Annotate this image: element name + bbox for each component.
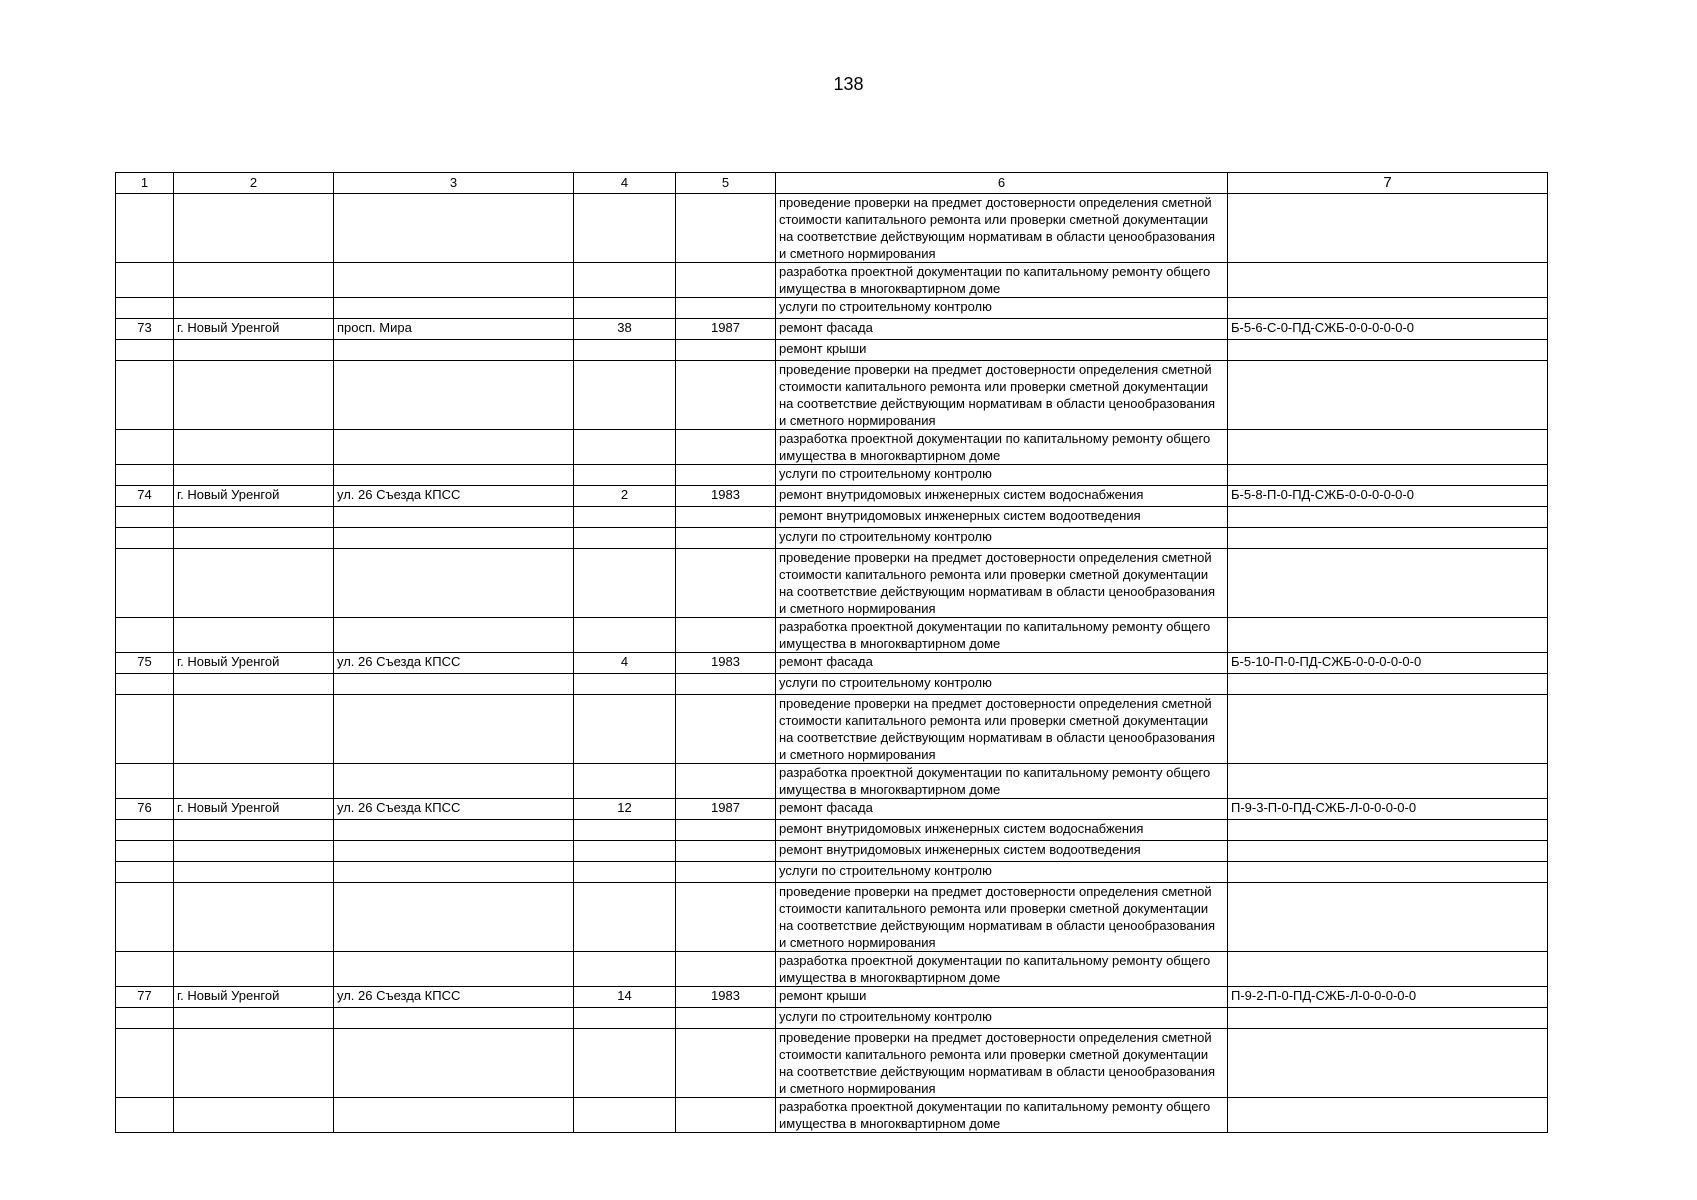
cell-year-built: [676, 1029, 776, 1098]
cell-street: [334, 430, 574, 465]
cell-work-type: ремонт фасада: [776, 653, 1228, 674]
cell-row-number: [116, 952, 174, 987]
cell-street: [334, 764, 574, 799]
cell-year-built: [676, 674, 776, 695]
cell-city: [174, 430, 334, 465]
cell-building-code: [1228, 430, 1548, 465]
cell-building-code: [1228, 883, 1548, 952]
table-row: [116, 465, 1548, 486]
cell-city: [174, 695, 334, 764]
cell-house-number: [574, 340, 676, 361]
cell-city: [174, 361, 334, 430]
cell-year-built: 1983: [676, 486, 776, 507]
cell-house-number: [574, 695, 676, 764]
cell-year-built: [676, 695, 776, 764]
cell-street: [334, 674, 574, 695]
cell-row-number: [116, 298, 174, 319]
cell-street: ул. 26 Съезда КПСС: [334, 486, 574, 507]
cell-city: [174, 618, 334, 653]
cell-street: [334, 549, 574, 618]
cell-work-type: проведение проверки на предмет достоверности определения сметной стоимости капитального ремонта или проверки сметной документации на соответствие действующим нормативам в области ценообразования и сметного нормирования: [776, 549, 1228, 618]
cell-street: ул. 26 Съезда КПСС: [334, 987, 574, 1008]
cell-building-code: [1228, 1029, 1548, 1098]
cell-city: [174, 1008, 334, 1029]
cell-row-number: [116, 1008, 174, 1029]
cell-building-code: [1228, 862, 1548, 883]
cell-year-built: 1983: [676, 987, 776, 1008]
cell-work-type: ремонт крыши: [776, 340, 1228, 361]
cell-street: [334, 340, 574, 361]
header-cell-5: 5: [676, 173, 776, 194]
cell-year-built: [676, 952, 776, 987]
cell-year-built: [676, 340, 776, 361]
cell-row-number: [116, 430, 174, 465]
cell-year-built: [676, 361, 776, 430]
cell-street: [334, 862, 574, 883]
cell-house-number: [574, 361, 676, 430]
cell-house-number: [574, 528, 676, 549]
cell-house-number: [574, 674, 676, 695]
capital-repair-table: [115, 172, 1548, 1133]
header-cell-1: 1: [116, 173, 174, 194]
cell-city: г. Новый Уренгой: [174, 653, 334, 674]
cell-city: [174, 820, 334, 841]
cell-city: [174, 465, 334, 486]
cell-row-number: [116, 340, 174, 361]
table-row: [116, 1098, 1548, 1133]
cell-year-built: [676, 1098, 776, 1133]
table-row: [116, 319, 1548, 340]
cell-house-number: [574, 298, 676, 319]
cell-row-number: 73: [116, 319, 174, 340]
table-row: [116, 194, 1548, 263]
cell-city: [174, 862, 334, 883]
cell-work-type: ремонт внутридомовых инженерных систем водоснабжения: [776, 820, 1228, 841]
table-row: [116, 430, 1548, 465]
cell-house-number: 14: [574, 987, 676, 1008]
cell-street: [334, 528, 574, 549]
cell-street: [334, 507, 574, 528]
table-row: [116, 549, 1548, 618]
cell-city: [174, 674, 334, 695]
cell-work-type: разработка проектной документации по капитальному ремонту общего имущества в многоквартирном доме: [776, 263, 1228, 298]
cell-city: [174, 298, 334, 319]
cell-building-code: [1228, 841, 1548, 862]
cell-house-number: [574, 465, 676, 486]
cell-building-code: [1228, 361, 1548, 430]
cell-city: [174, 549, 334, 618]
cell-year-built: 1987: [676, 319, 776, 340]
cell-house-number: [574, 952, 676, 987]
cell-building-code: [1228, 820, 1548, 841]
cell-work-type: услуги по строительному контролю: [776, 298, 1228, 319]
cell-row-number: [116, 465, 174, 486]
cell-city: [174, 841, 334, 862]
cell-building-code: П-9-3-П-0-ПД-СЖБ-Л-0-0-0-0-0: [1228, 799, 1548, 820]
cell-row-number: [116, 1029, 174, 1098]
cell-work-type: ремонт внутридомовых инженерных систем водоснабжения: [776, 486, 1228, 507]
cell-year-built: [676, 764, 776, 799]
cell-row-number: [116, 862, 174, 883]
cell-work-type: услуги по строительному контролю: [776, 528, 1228, 549]
cell-house-number: [574, 883, 676, 952]
cell-house-number: [574, 764, 676, 799]
cell-building-code: [1228, 507, 1548, 528]
cell-row-number: [116, 1098, 174, 1133]
cell-building-code: Б-5-8-П-0-ПД-СЖБ-0-0-0-0-0-0: [1228, 486, 1548, 507]
cell-year-built: [676, 883, 776, 952]
cell-row-number: [116, 820, 174, 841]
cell-year-built: [676, 263, 776, 298]
cell-building-code: [1228, 1098, 1548, 1133]
cell-street: [334, 841, 574, 862]
cell-city: г. Новый Уренгой: [174, 799, 334, 820]
table-row: [116, 695, 1548, 764]
header-cell-2: 2: [174, 173, 334, 194]
cell-street: [334, 820, 574, 841]
table-row: [116, 1029, 1548, 1098]
cell-year-built: [676, 507, 776, 528]
cell-work-type: проведение проверки на предмет достоверности определения сметной стоимости капитального ремонта или проверки сметной документации на соответствие действующим нормативам в области ценообразования и сметного нормирования: [776, 695, 1228, 764]
cell-building-code: Б-5-6-С-0-ПД-СЖБ-0-0-0-0-0-0: [1228, 319, 1548, 340]
cell-house-number: [574, 862, 676, 883]
cell-building-code: [1228, 764, 1548, 799]
cell-row-number: [116, 618, 174, 653]
cell-row-number: [116, 263, 174, 298]
cell-year-built: [676, 298, 776, 319]
table-row: [116, 883, 1548, 952]
table-row: [116, 862, 1548, 883]
cell-house-number: [574, 263, 676, 298]
cell-building-code: [1228, 263, 1548, 298]
table-row: [116, 507, 1548, 528]
cell-building-code: [1228, 340, 1548, 361]
cell-year-built: [676, 820, 776, 841]
table-row: [116, 799, 1548, 820]
cell-row-number: 76: [116, 799, 174, 820]
cell-building-code: [1228, 618, 1548, 653]
cell-row-number: [116, 674, 174, 695]
table-row: [116, 1008, 1548, 1029]
cell-street: ул. 26 Съезда КПСС: [334, 799, 574, 820]
cell-house-number: 38: [574, 319, 676, 340]
cell-house-number: [574, 507, 676, 528]
table-row: [116, 820, 1548, 841]
table-row: [116, 618, 1548, 653]
cell-street: [334, 263, 574, 298]
cell-work-type: разработка проектной документации по капитальному ремонту общего имущества в многоквартирном доме: [776, 1098, 1228, 1133]
cell-year-built: [676, 465, 776, 486]
cell-house-number: 2: [574, 486, 676, 507]
cell-work-type: проведение проверки на предмет достоверности определения сметной стоимости капитального ремонта или проверки сметной документации на соответствие действующим нормативам в области ценообразования и сметного нормирования: [776, 194, 1228, 263]
table-row: [116, 361, 1548, 430]
cell-row-number: [116, 361, 174, 430]
table-body: [116, 194, 1548, 1133]
cell-year-built: [676, 194, 776, 263]
cell-year-built: [676, 528, 776, 549]
cell-city: г. Новый Уренгой: [174, 987, 334, 1008]
cell-building-code: [1228, 549, 1548, 618]
cell-work-type: услуги по строительному контролю: [776, 674, 1228, 695]
cell-work-type: разработка проектной документации по капитальному ремонту общего имущества в многоквартирном доме: [776, 764, 1228, 799]
table-row: [116, 987, 1548, 1008]
cell-street: [334, 298, 574, 319]
cell-street: [334, 361, 574, 430]
header-cell-6: 6: [776, 173, 1228, 194]
cell-work-type: проведение проверки на предмет достоверности определения сметной стоимости капитального ремонта или проверки сметной документации на соответствие действующим нормативам в области ценообразования и сметного нормирования: [776, 361, 1228, 430]
header-cell-4: 4: [574, 173, 676, 194]
cell-house-number: [574, 549, 676, 618]
cell-year-built: [676, 430, 776, 465]
cell-house-number: [574, 618, 676, 653]
cell-building-code: [1228, 1008, 1548, 1029]
cell-street: [334, 194, 574, 263]
cell-building-code: [1228, 465, 1548, 486]
cell-row-number: 75: [116, 653, 174, 674]
table-row: [116, 528, 1548, 549]
cell-street: [334, 1008, 574, 1029]
cell-work-type: ремонт фасада: [776, 319, 1228, 340]
cell-house-number: [574, 1098, 676, 1133]
cell-street: [334, 465, 574, 486]
cell-work-type: проведение проверки на предмет достоверности определения сметной стоимости капитального ремонта или проверки сметной документации на соответствие действующим нормативам в области ценообразования и сметного нормирования: [776, 883, 1228, 952]
table-row: [116, 298, 1548, 319]
cell-building-code: [1228, 298, 1548, 319]
cell-building-code: Б-5-10-П-0-ПД-СЖБ-0-0-0-0-0-0: [1228, 653, 1548, 674]
cell-city: г. Новый Уренгой: [174, 319, 334, 340]
cell-year-built: [676, 862, 776, 883]
cell-work-type: услуги по строительному контролю: [776, 1008, 1228, 1029]
cell-city: [174, 764, 334, 799]
cell-house-number: [574, 1029, 676, 1098]
cell-house-number: [574, 194, 676, 263]
cell-work-type: разработка проектной документации по капитальному ремонту общего имущества в многоквартирном доме: [776, 952, 1228, 987]
cell-city: [174, 507, 334, 528]
cell-row-number: 74: [116, 486, 174, 507]
cell-row-number: [116, 764, 174, 799]
cell-city: [174, 340, 334, 361]
header-row: [116, 173, 1548, 194]
cell-year-built: [676, 1008, 776, 1029]
cell-year-built: 1983: [676, 653, 776, 674]
cell-row-number: [116, 883, 174, 952]
cell-row-number: [116, 841, 174, 862]
cell-row-number: [116, 507, 174, 528]
table-row: [116, 653, 1548, 674]
cell-work-type: ремонт внутридомовых инженерных систем водоотведения: [776, 507, 1228, 528]
page-number: 138: [833, 74, 864, 94]
cell-house-number: [574, 820, 676, 841]
cell-year-built: 1987: [676, 799, 776, 820]
cell-building-code: П-9-2-П-0-ПД-СЖБ-Л-0-0-0-0-0: [1228, 987, 1548, 1008]
cell-work-type: проведение проверки на предмет достоверности определения сметной стоимости капитального ремонта или проверки сметной документации на соответствие действующим нормативам в области ценообразования и сметного нормирования: [776, 1029, 1228, 1098]
cell-street: просп. Мира: [334, 319, 574, 340]
table-row: [116, 952, 1548, 987]
cell-row-number: 77: [116, 987, 174, 1008]
cell-street: [334, 883, 574, 952]
cell-street: [334, 1029, 574, 1098]
cell-city: [174, 1029, 334, 1098]
cell-work-type: ремонт крыши: [776, 987, 1228, 1008]
cell-building-code: [1228, 674, 1548, 695]
table-row: [116, 263, 1548, 298]
cell-row-number: [116, 549, 174, 618]
cell-year-built: [676, 841, 776, 862]
cell-city: [174, 194, 334, 263]
table-row: [116, 764, 1548, 799]
header-cell-3: 3: [334, 173, 574, 194]
table-row: [116, 674, 1548, 695]
table-row: [116, 486, 1548, 507]
cell-city: [174, 263, 334, 298]
cell-street: [334, 618, 574, 653]
cell-city: [174, 528, 334, 549]
cell-work-type: разработка проектной документации по капитальному ремонту общего имущества в многоквартирном доме: [776, 618, 1228, 653]
cell-house-number: [574, 841, 676, 862]
cell-city: [174, 883, 334, 952]
cell-row-number: [116, 695, 174, 764]
header-cell-7: 7: [1228, 173, 1548, 194]
cell-year-built: [676, 549, 776, 618]
cell-street: [334, 952, 574, 987]
cell-work-type: ремонт фасада: [776, 799, 1228, 820]
cell-row-number: [116, 194, 174, 263]
cell-work-type: ремонт внутридомовых инженерных систем водоотведения: [776, 841, 1228, 862]
cell-building-code: [1228, 528, 1548, 549]
cell-building-code: [1228, 695, 1548, 764]
cell-year-built: [676, 618, 776, 653]
cell-building-code: [1228, 194, 1548, 263]
cell-work-type: услуги по строительному контролю: [776, 862, 1228, 883]
cell-house-number: [574, 1008, 676, 1029]
cell-work-type: разработка проектной документации по капитальному ремонту общего имущества в многоквартирном доме: [776, 430, 1228, 465]
cell-street: [334, 695, 574, 764]
cell-city: [174, 952, 334, 987]
cell-street: ул. 26 Съезда КПСС: [334, 653, 574, 674]
cell-house-number: 12: [574, 799, 676, 820]
table-row: [116, 841, 1548, 862]
cell-work-type: услуги по строительному контролю: [776, 465, 1228, 486]
table-row: [116, 340, 1548, 361]
cell-row-number: [116, 528, 174, 549]
cell-street: [334, 1098, 574, 1133]
cell-building-code: [1228, 952, 1548, 987]
cell-city: [174, 1098, 334, 1133]
cell-city: г. Новый Уренгой: [174, 486, 334, 507]
cell-house-number: 4: [574, 653, 676, 674]
cell-house-number: [574, 430, 676, 465]
